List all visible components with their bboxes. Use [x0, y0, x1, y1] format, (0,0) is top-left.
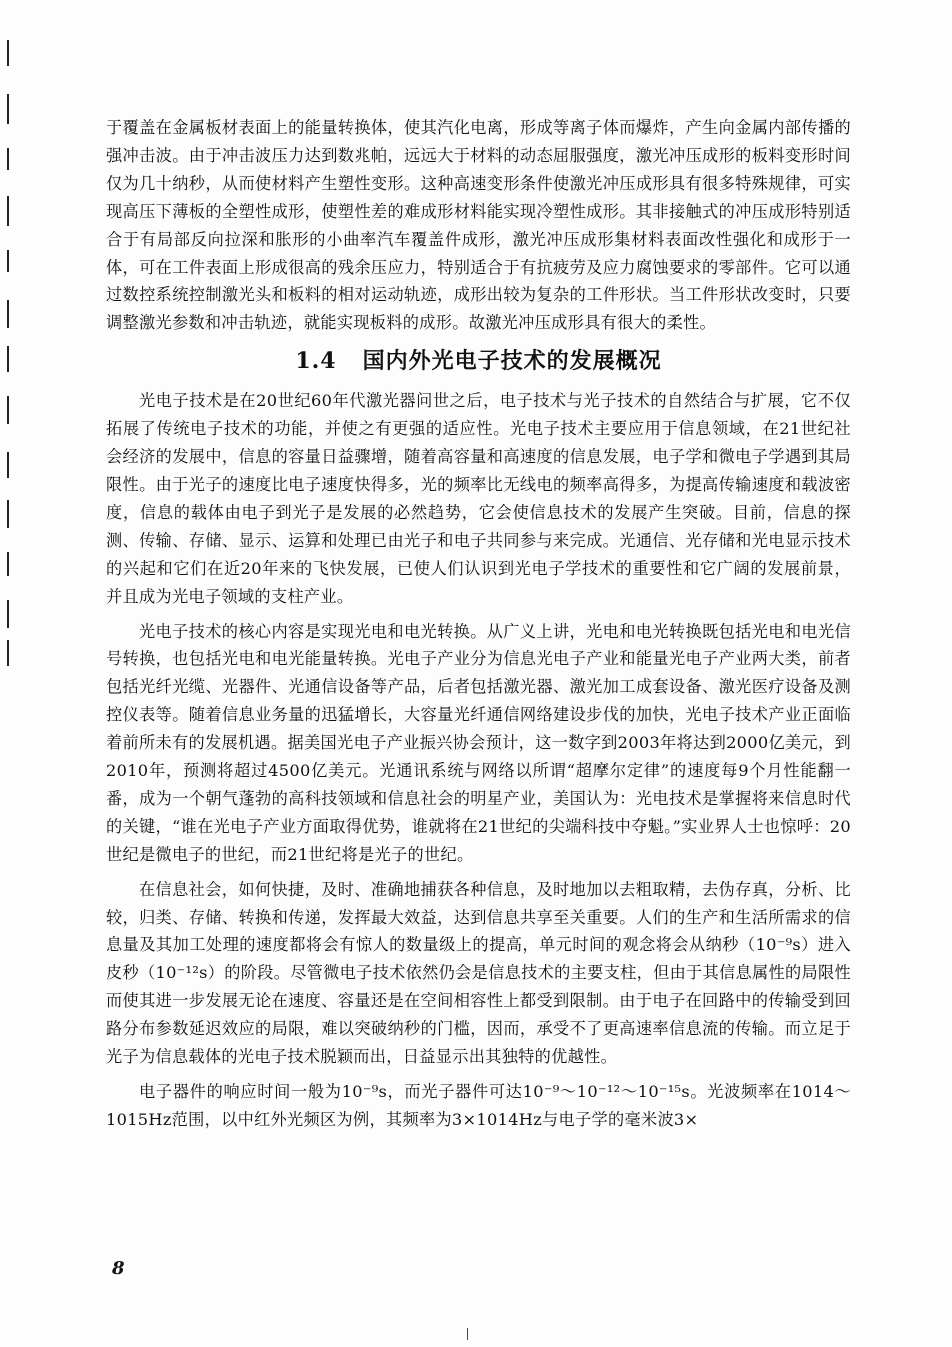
section-heading	[106, 344, 851, 378]
paragraph: 光电子技术是在20世纪60年代激光器问世之后，电子技术与光子技术的自然结合与扩展，它不仅拓展了传统电子技术的功能，并使之有更强的适应性。光电子技术主要应用于信息领域，在21世纪社会经济的发展中，信息的容量日益骤增，随着高容量和高速度的信息发展，电子学和微电子学遇到其局限性。由于光子的速度比电子速度快得多，光的频率比无线电的频率高得多，为提高传输速度和载波密度，信息的载体由电子到光子是发展的必然趋势，它会使信息技术的发展产生突破。目前，信息的探测、传输、存储、显示、运算和处理已由光子和电子共同参与来完成。光通信、光存储和光电显示技术的兴起和它们在近20年来的飞快发展，已使人们认识到光电子学技术的重要性和它广阔的发展前景，并且成为光电子领域的支柱产业。	[106, 391, 851, 606]
scan-mark	[7, 640, 9, 666]
scan-mark	[7, 500, 9, 528]
scan-mark	[7, 94, 9, 124]
scan-mark	[7, 40, 9, 66]
paragraph: 在信息社会，如何快捷，及时、准确地捕获各种信息，及时地加以去粗取精，去伪存真，分析、比较，归类、存储、转换和传递，发挥最大效益，达到信息共享至关重要。人们的生产和生活所需求的信息量及其加工处理的速度都将会有惊人的数量级上的提高，单元时间的观念将会从纳秒（10⁻⁹s）进入皮秒（10⁻¹²s）的阶段。尽管微电子技术依然仍会是信息技术的主要支柱，但由于其信息属性的局限性而使其进一步发展无论在速度、容量还是在空间相容性上都受到限制。由于电子在回路中的传输受到回路分布参数延迟效应的局限，难以突破纳秒的门槛，因而，承受不了更高速率信息流的传输。而立足于光子为信息载体的光电子技术脱颖而出，日益显示出其独特的优越性。	[106, 879, 851, 1067]
scan-mark	[7, 148, 9, 170]
section-title: 国内外光电子技术的发展概况	[362, 348, 662, 375]
scan-mark	[7, 250, 9, 272]
scan-mark	[7, 396, 9, 424]
page-body	[106, 114, 851, 1141]
paragraph: 电子器件的响应时间一般为10⁻⁹s，而光子器件可达10⁻⁹～10⁻¹²～10⁻¹⁵s。光波频率在1014～1015Hz范围，以中红外光频区为例，其频率为3×1014Hz与电子学的毫米波3×	[106, 1082, 851, 1129]
scan-mark	[7, 600, 9, 628]
page-number: 8	[112, 1258, 125, 1279]
paragraph-continued: 于覆盖在金属板材表面上的能量转换体，使其汽化电离，形成等离子体而爆炸，产生向金属内部传播的强冲击波。由于冲击波压力达到数兆帕，远远大于材料的动态屈服强度，激光冲压成形的板料变形时间仅为几十纳秒，从而使材料产生塑性变形。这种高速变形条件使激光冲压成形具有很多特殊规律，可实现高压下薄板的全塑性成形，使塑性差的难成形材料能实现冷塑性成形。其非接触式的冲压成形特别适合于有局部反向拉深和胀形的小曲率汽车覆盖件成形，激光冲压成形集材料表面改性强化和成形于一体，可在工件表面上形成很高的残余压应力，特别适合于有抗疲劳及应力腐蚀要求的零部件。它可以通过数控系统控制激光头和板料的相对运动轨迹，成形出较为复杂的工件形状。当工件形状改变时，只要调整激光参数和冲击轨迹，就能实现板料的成形。故激光冲压成形具有很大的柔性。	[106, 118, 851, 333]
scan-mark	[7, 552, 9, 576]
scan-mark-bottom	[467, 1328, 468, 1340]
scan-mark	[7, 346, 9, 372]
scan-mark	[7, 452, 9, 478]
paragraph: 光电子技术的核心内容是实现光电和电光转换。从广义上讲，光电和电光转换既包括光电和电光信号转换，也包括光电和电光能量转换。光电子产业分为信息光电子产业和能量光电子产业两大类，前者包括光纤光缆、光器件、光通信设备等产品，后者包括激光器、激光加工成套设备、激光医疗设备及测控仪表等。随着信息业务量的迅猛增长，大容量光纤通信网络建设步伐的加快，光电子技术产业正面临着前所未有的发展机遇。据美国光电子产业振兴协会预计，这一数字到2003年将达到2000亿美元，到2010年，预测将超过4500亿美元。光通讯系统与网络以所谓“超摩尔定律”的速度每9个月性能翻一番，成为一个朝气蓬勃的高科技领域和信息社会的明星产业，美国认为：光电技术是掌握将来信息时代的关键，“谁在光电子产业方面取得优势，谁就将在21世纪的尖端科技中夺魁。”实业界人士也惊呼：20世纪是微电子的世纪，而21世纪将是光子的世纪。	[106, 621, 851, 864]
scan-mark	[7, 196, 9, 226]
scan-mark	[7, 300, 9, 328]
section-number: 1.4	[295, 348, 337, 375]
scan-edge-marks	[0, 0, 16, 1347]
